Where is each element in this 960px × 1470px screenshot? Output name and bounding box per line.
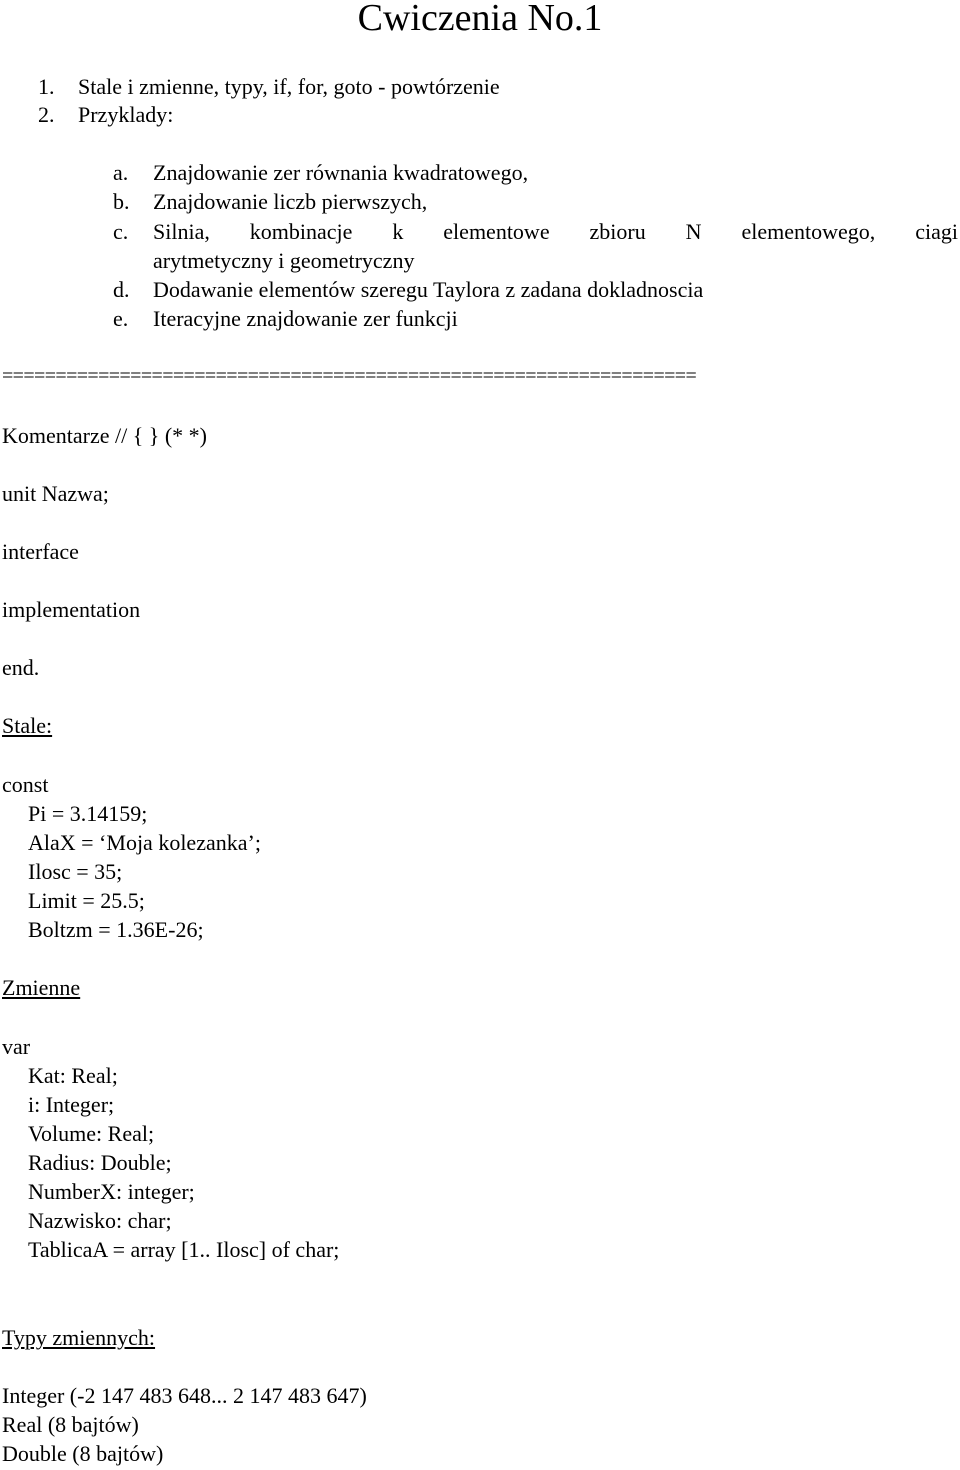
list-letter: d. — [113, 277, 130, 302]
interface-line: interface — [2, 539, 79, 564]
zmienne-heading: Zmienne — [2, 975, 81, 1000]
const-line: AlaX = ‘Moja kolezanka’; — [28, 830, 261, 855]
word: k — [392, 219, 404, 244]
word: N — [685, 219, 702, 244]
implementation-line: implementation — [2, 597, 141, 622]
var-line: Nazwisko: char; — [28, 1208, 172, 1233]
word: elementowe — [443, 219, 550, 244]
type-line: Real (8 bajtów) — [2, 1412, 139, 1437]
var-line: TablicaA = array [1.. Ilosc] of char; — [28, 1237, 340, 1262]
list-item-continuation: arytmetyczny i geometryczny — [153, 248, 415, 273]
justified-list-item — [153, 219, 958, 245]
stale-heading: Stale: — [2, 713, 53, 738]
word: elementowego, — [741, 219, 876, 244]
const-keyword: const — [2, 772, 49, 797]
const-line: Limit = 25.5; — [28, 888, 145, 913]
var-line: Kat: Real; — [28, 1063, 118, 1088]
const-line: Pi = 3.14159; — [28, 801, 148, 826]
list-item-text: Znajdowanie zer równania kwadratowego, — [153, 160, 529, 185]
list-number: 2. — [38, 102, 55, 127]
end-line: end. — [2, 655, 40, 680]
list-item-text: Dodawanie elementów szeregu Taylora z zadana dokladnoscia — [153, 277, 704, 302]
comments-line: Komentarze // { } (* *) — [2, 423, 207, 448]
list-letter: b. — [113, 189, 130, 214]
word: zbioru — [589, 219, 646, 244]
word: kombinacje — [249, 219, 353, 244]
list-item-text: Przyklady: — [78, 102, 174, 127]
list-letter: c. — [113, 219, 129, 244]
var-line: i: Integer; — [28, 1092, 115, 1117]
var-keyword: var — [2, 1034, 31, 1059]
list-letter: a. — [113, 160, 129, 185]
page-title: Cwiczenia No.1 — [357, 0, 603, 39]
word: ciagi — [915, 219, 958, 244]
list-letter: e. — [113, 306, 129, 331]
list-number: 1. — [38, 74, 55, 99]
type-line: Double (8 bajtów) — [2, 1441, 164, 1466]
var-line: NumberX: integer; — [28, 1179, 195, 1204]
var-line: Volume: Real; — [28, 1121, 155, 1146]
type-line: Integer (-2 147 483 648... 2 147 483 647) — [2, 1383, 367, 1408]
const-line: Boltzm = 1.36E-26; — [28, 917, 204, 942]
const-line: Ilosc = 35; — [28, 859, 123, 884]
list-item-text: Stale i zmienne, typy, if, for, goto - powtórzenie — [78, 74, 500, 99]
list-item-text: Znajdowanie liczb pierwszych, — [153, 189, 428, 214]
typy-heading: Typy zmiennych: — [2, 1325, 156, 1350]
unit-line: unit Nazwa; — [2, 481, 109, 506]
word: Silnia, — [153, 219, 210, 244]
var-line: Radius: Double; — [28, 1150, 172, 1175]
separator-line: ================================================================= — [2, 365, 697, 387]
list-item-text: Iteracyjne znajdowanie zer funkcji — [153, 306, 458, 331]
